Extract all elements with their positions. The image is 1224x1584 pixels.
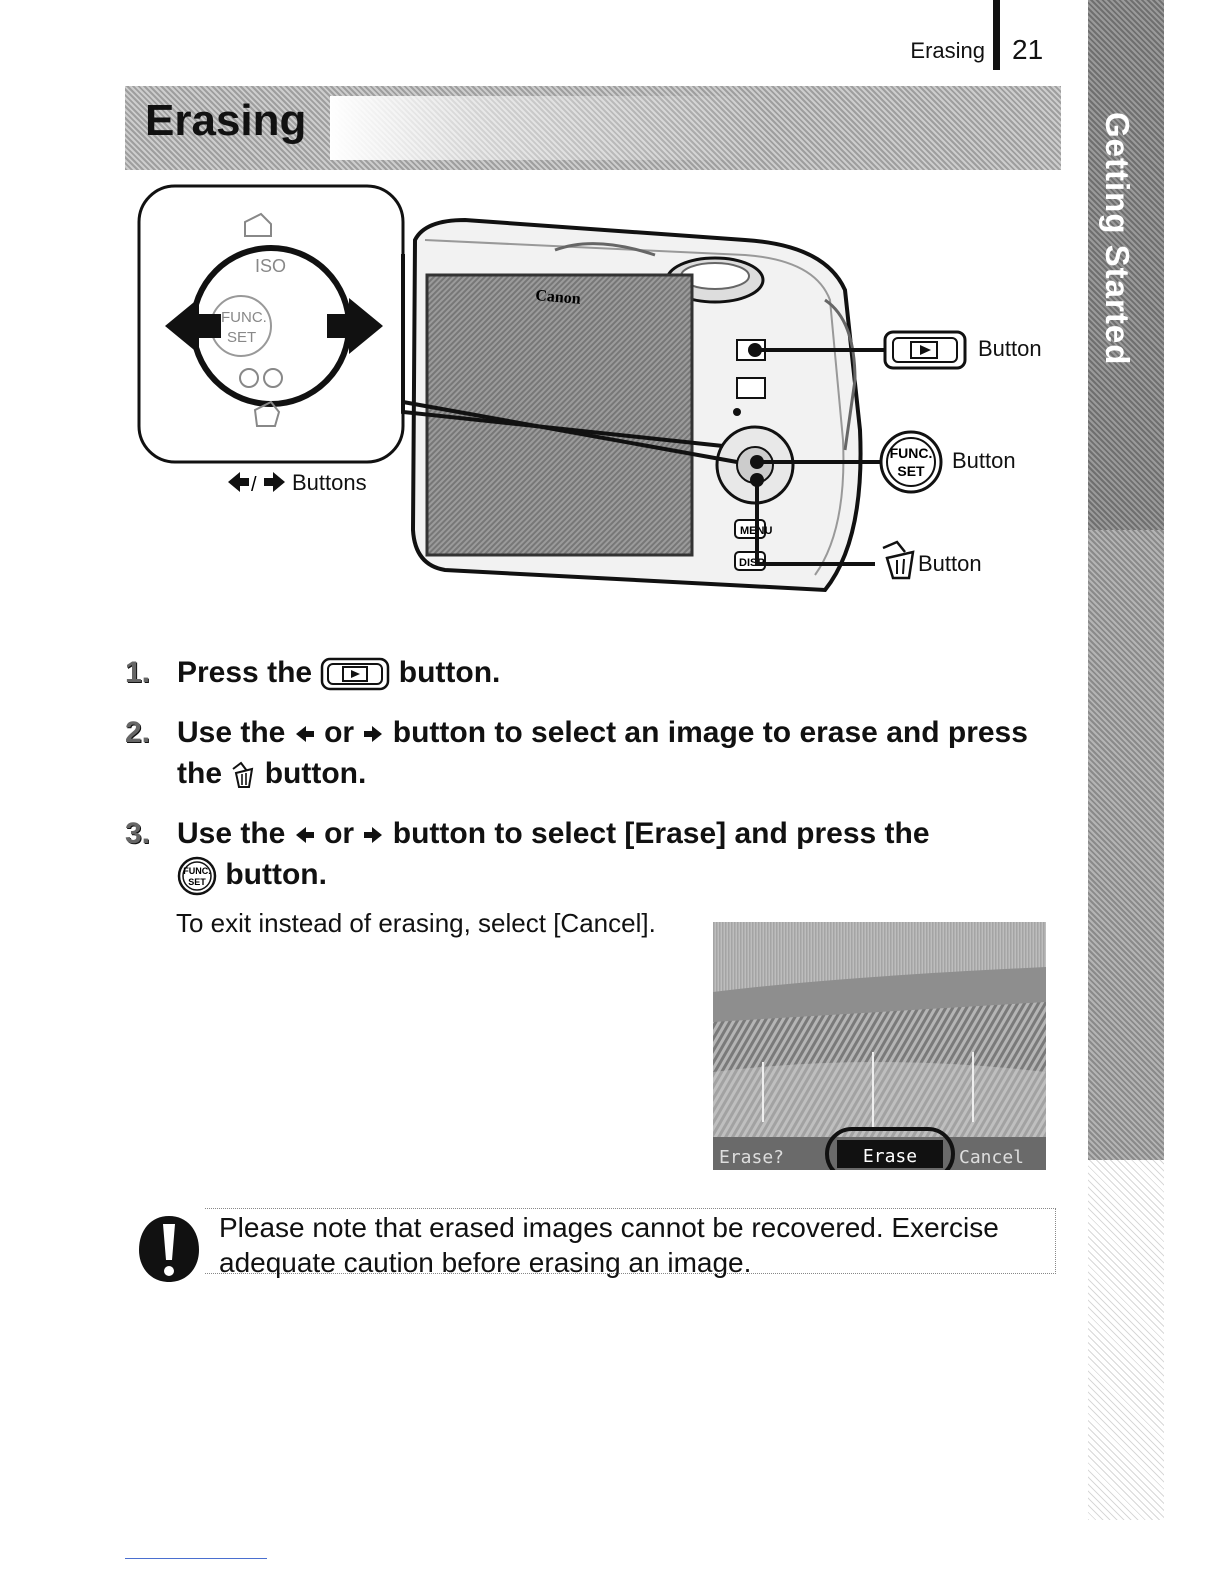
header-rule: [993, 0, 1000, 70]
caution-text: Please note that erased images cannot be recovered. Exercise adequate caution before erasing an image.: [219, 1212, 999, 1278]
dial-iso-label: ISO: [255, 256, 287, 276]
svg-text:/: /: [251, 474, 257, 496]
dial-inset: [139, 186, 403, 462]
step-number: 2.: [125, 716, 151, 749]
title-band-highlight: [330, 96, 1061, 160]
func-set-button-icon: [177, 856, 217, 896]
footer-rule: [125, 1558, 267, 1559]
step-3-note: To exit instead of erasing, select [Cancel].: [176, 908, 656, 938]
running-head: Erasing: [910, 38, 985, 63]
play-button-icon: [320, 657, 390, 691]
camera-body: [413, 220, 861, 590]
camera-diagram: [125, 180, 1065, 610]
arrow-left-icon: [294, 723, 316, 745]
lcd-prompt: Erase?: [719, 1147, 785, 1168]
page-title: Erasing: [145, 96, 307, 145]
arrow-left-icon: [294, 824, 316, 846]
step-1: 1. Press the button.: [125, 652, 1055, 697]
func-button-callout: Button: [952, 448, 1016, 473]
caution-icon: [137, 1214, 201, 1284]
play-button-callout: Button: [978, 336, 1042, 361]
play-button-icon: [885, 332, 965, 368]
arrow-buttons-callout: Buttons: [292, 470, 367, 495]
step-2: 2. Use the or button to select an image to erase and press the button.: [125, 712, 1055, 802]
arrow-right-icon: [362, 824, 384, 846]
side-tab-fade: [1088, 1160, 1164, 1520]
set-label: SET: [897, 463, 925, 479]
func-set-button-icon: [881, 432, 941, 492]
func-label: FUNC.: [889, 445, 933, 461]
page-number: 21: [1012, 34, 1044, 65]
step-number: 3.: [125, 817, 151, 850]
dial-set-label: SET: [227, 329, 257, 346]
erase-trash-icon: [230, 759, 256, 791]
erase-button-callout: Button: [918, 551, 982, 576]
step-number: 1.: [125, 656, 151, 689]
svg-text:SET: SET: [188, 877, 206, 888]
brand-logo: Canon: [534, 287, 582, 308]
menu-button-label: MENU: [740, 525, 773, 537]
side-tab-label: Getting Started: [1099, 112, 1136, 366]
lcd-erase-option: Erase: [862, 1146, 918, 1167]
step-3: 3. Use the or button to select [Erase] and press the FUNC. SET button.: [125, 813, 1055, 903]
erase-trash-icon: [883, 542, 913, 578]
disp-button-label: DISP.: [739, 557, 767, 569]
arrow-right-icon: [362, 723, 384, 745]
lcd-erase-screen: [713, 922, 1046, 1170]
lcd-cancel-option: Cancel: [959, 1147, 1025, 1168]
svg-text:FUNC.: FUNC.: [183, 866, 211, 877]
dial-func-label: FUNC.: [221, 309, 267, 326]
